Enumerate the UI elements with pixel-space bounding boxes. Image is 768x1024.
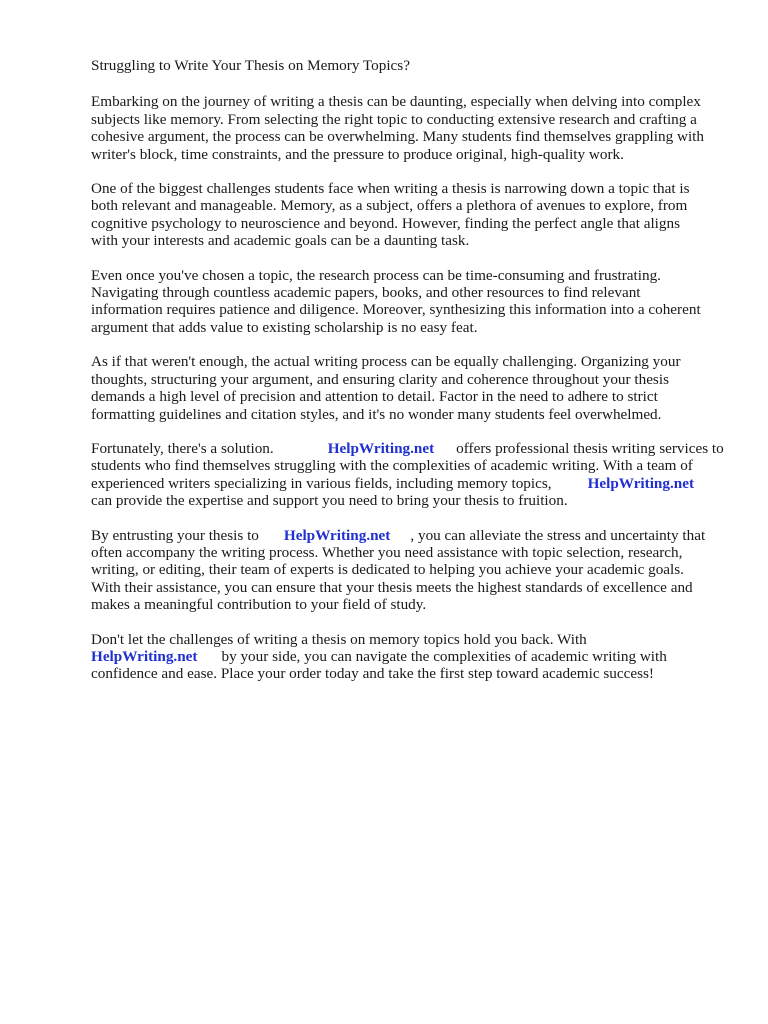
text-segment: By entrusting your thesis to: [91, 526, 259, 544]
text-segment: , you can alleviate the stress and uncertainty that: [410, 526, 706, 544]
text-line: both relevant and manageable. Memory, as a subject, offers a plethora of avenues to explore, from: [91, 197, 688, 215]
text-line: [91, 527, 731, 544]
text-line: makes a meaningful contribution to your field of study.: [91, 596, 427, 614]
text-line: students who find themselves struggling with the complexities of academic writing. With a team of: [91, 457, 693, 475]
text-segment: offers professional thesis writing services to: [456, 439, 724, 457]
text-segment: Fortunately, there's a solution.: [91, 439, 274, 457]
text-line: Even once you've chosen a topic, the research process can be time-consuming and frustrating.: [91, 266, 661, 284]
text-line: formatting guidelines and citation styles, and it's no wonder many students feel overwhelmed.: [91, 405, 662, 423]
paragraph-3: [91, 267, 731, 337]
text-line: [91, 648, 731, 665]
text-line: thoughts, structuring your argument, and ensuring clarity and coherence throughout your thesis: [91, 370, 669, 388]
text-line: can provide the expertise and support you need to bring your thesis to fruition.: [91, 492, 568, 510]
text-line: Don't let the challenges of writing a thesis on memory topics hold you back. With: [91, 630, 587, 648]
text-segment: experienced writers specializing in various fields, including memory topics,: [91, 474, 552, 492]
text-line: As if that weren't enough, the actual writing process can be equally challenging. Organizing your: [91, 353, 681, 371]
helpwriting-link[interactable]: HelpWriting.net: [327, 439, 435, 457]
paragraph-1: [91, 93, 731, 163]
text-segment: by your side, you can navigate the complexities of academic writing with: [221, 647, 667, 665]
text-line: [91, 475, 731, 492]
text-line: argument that adds value to existing scholarship is no easy feat.: [91, 318, 478, 336]
document-page: [91, 57, 731, 700]
paragraph-6: [91, 527, 731, 614]
paragraph-7: [91, 631, 731, 683]
text-line: [91, 440, 731, 457]
text-line: writer's block, time constraints, and the pressure to produce original, high-quality work.: [91, 145, 624, 163]
text-line: cohesive argument, the process can be overwhelming. Many students find themselves grappling with: [91, 128, 704, 146]
helpwriting-link[interactable]: HelpWriting.net: [91, 647, 198, 665]
text-line: With their assistance, you can ensure that your thesis meets the highest standards of excellence and: [91, 578, 693, 596]
paragraph-5: [91, 440, 731, 510]
text-line: Embarking on the journey of writing a thesis can be daunting, especially when delving into complex: [91, 93, 701, 111]
helpwriting-link[interactable]: HelpWriting.net: [587, 474, 695, 492]
helpwriting-link[interactable]: HelpWriting.net: [283, 526, 391, 544]
paragraph-4: [91, 353, 731, 423]
paragraph-2: [91, 180, 731, 250]
text-line: writing, or editing, their team of experts is dedicated to helping you achieve your academic goals.: [91, 561, 684, 579]
text-line: subjects like memory. From selecting the right topic to conducting extensive research and crafting a: [91, 110, 697, 128]
text-line: demands a high level of precision and attention to detail. Factor in the need to adhere to strict: [91, 388, 658, 406]
text-line: Navigating through countless academic papers, books, and other resources to find relevant: [91, 284, 641, 302]
text-line: with your interests and academic goals can be a daunting task.: [91, 232, 470, 250]
text-line: cognitive psychology to neuroscience and beyond. However, finding the perfect angle that aligns: [91, 214, 680, 232]
text-line: information requires patience and diligence. Moreover, synthesizing this information into a coherent: [91, 301, 701, 319]
document-title: Struggling to Write Your Thesis on Memory Topics?: [91, 57, 410, 74]
text-line: One of the biggest challenges students face when writing a thesis is narrowing down a topic that is: [91, 180, 690, 198]
text-line: confidence and ease. Place your order today and take the first step toward academic success!: [91, 665, 654, 683]
text-line: often accompany the writing process. Whether you need assistance with topic selection, research,: [91, 543, 683, 561]
